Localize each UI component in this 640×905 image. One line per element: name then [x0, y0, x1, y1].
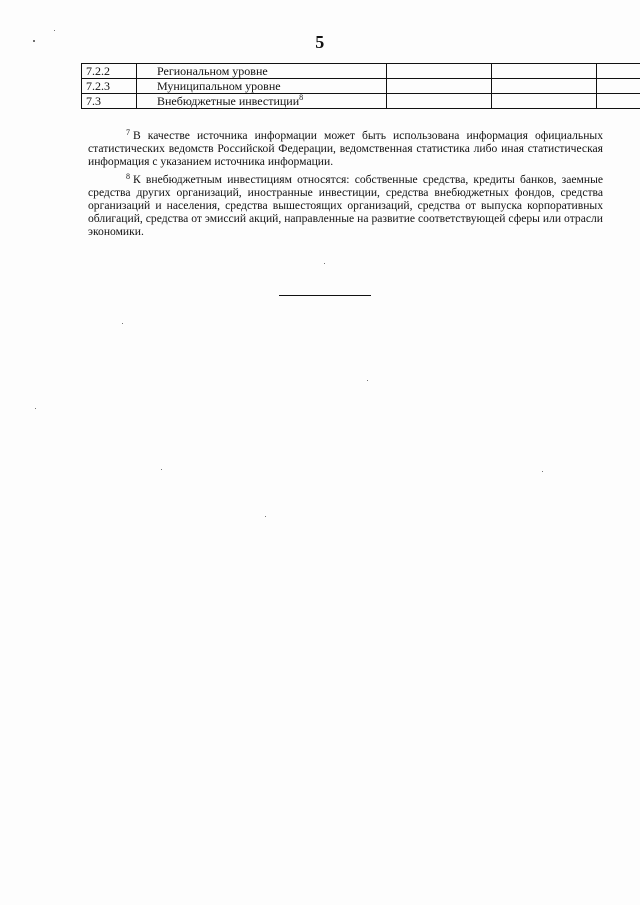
table-cell — [492, 94, 597, 109]
footnote-text: В качестве источника информации может быть использована информация официальных статистических ведомств Российской Федерации, ведомственная статистика либо иная статистическая информация с указанием источника информации. — [88, 129, 603, 168]
row-name-text: Внебюджетные инвестиции — [157, 94, 300, 108]
table-cell — [597, 64, 640, 79]
row-number: 7.2.2 — [82, 64, 137, 79]
scan-speck — [324, 263, 325, 264]
table-cell — [492, 64, 597, 79]
scan-speck — [35, 408, 36, 409]
footnote — [88, 170, 603, 238]
row-name — [137, 79, 387, 94]
table-cell — [597, 94, 640, 109]
row-name-text: Муниципальном уровне — [157, 79, 281, 93]
page-number: 5 — [315, 32, 325, 52]
table-row — [82, 79, 640, 94]
footnote-mark: 7 — [126, 128, 130, 137]
table-cell — [387, 79, 492, 94]
scan-speck — [542, 471, 543, 472]
scan-speck — [367, 380, 368, 381]
footnote-ref: 8 — [299, 93, 304, 102]
footnotes — [88, 126, 603, 240]
scan-speck — [33, 40, 35, 42]
scan-speck — [54, 30, 55, 31]
scan-speck — [122, 323, 123, 324]
row-name-text: Региональном уровне — [157, 64, 268, 78]
indicator-table — [81, 63, 640, 109]
table-cell — [387, 94, 492, 109]
section-divider — [279, 295, 371, 296]
row-number: 7.2.3 — [82, 79, 137, 94]
table-row — [82, 64, 640, 79]
table-cell — [492, 79, 597, 94]
table-row — [82, 94, 640, 109]
footnote — [88, 126, 603, 168]
scan-speck — [161, 469, 162, 470]
row-number: 7.3 — [82, 94, 137, 109]
table-cell — [387, 64, 492, 79]
row-name — [137, 94, 387, 109]
table-cell — [597, 79, 640, 94]
row-name — [137, 64, 387, 79]
scan-speck — [265, 516, 266, 517]
footnote-text: К внебюджетным инвестициям относятся: собственные средства, кредиты банков, заемные средства других организаций, иностранные инвестиции, средства внебюджетных фондов, средства организаций и населения, средства вышестоящих организаций, средства от выпуска корпоративных облигаций, средства от эмиссий акций, направленные на развитие соответствующей сферы или отрасли экономики. — [88, 173, 603, 238]
footnote-mark: 8 — [126, 172, 130, 181]
